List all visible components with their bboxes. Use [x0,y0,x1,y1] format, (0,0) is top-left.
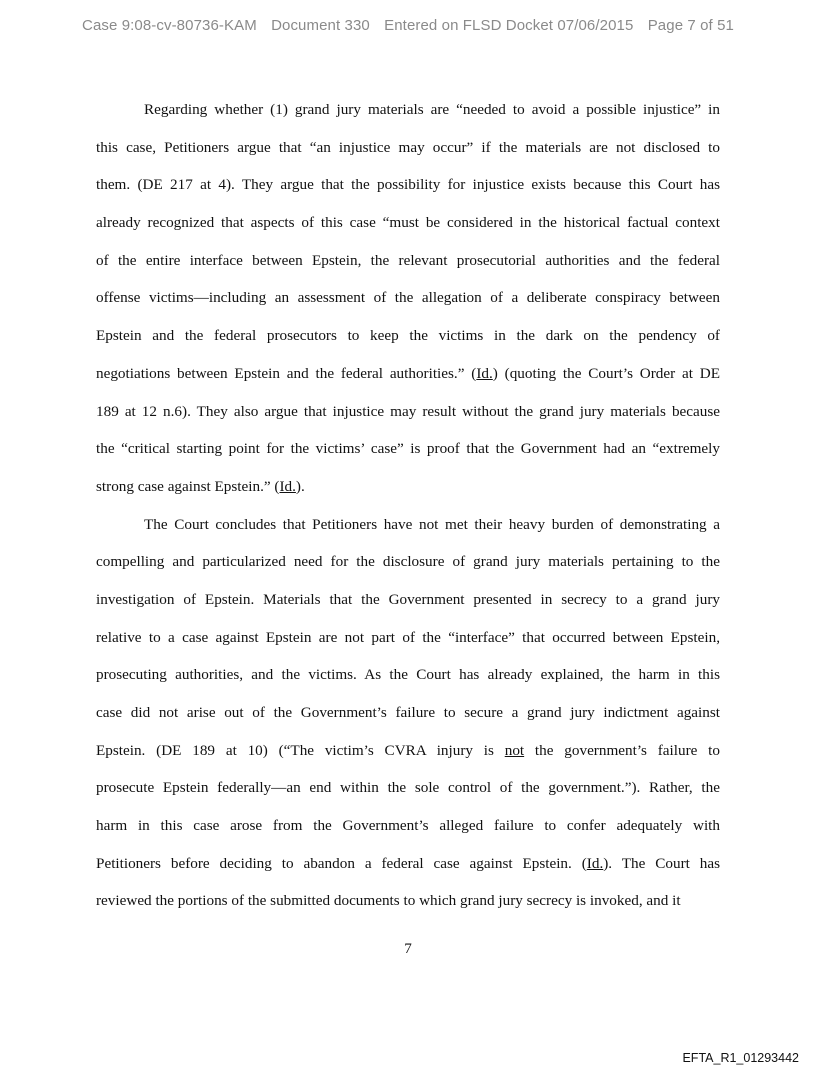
docket-header [0,17,816,34]
docket-entry: Entered on FLSD Docket 07/06/2015 [384,17,634,34]
text-segment: negotiations between Epstein and the federal authorities.” ( [96,364,477,382]
text-line: this case, Petitioners argue that “an injustice may occur” if the materials are not disclosed to [96,138,720,156]
text-line: 189 at 12 n.6). They also argue that injustice may result without the grand jury materials because [96,402,720,420]
page-indicator: Page 7 of 51 [647,17,734,34]
paragraph-2 [96,506,720,921]
paragraph-1 [96,91,720,506]
text-line [96,355,720,393]
text-line: case did not arise out of the Government’s failure to secure a grand jury indictment against [96,704,720,721]
text-segment: Petitioners before deciding to abandon a federal case against Epstein. ( [96,854,587,872]
text-line [96,468,720,506]
text-line: The Court concludes that Petitioners have not met their heavy burden of demonstrating a [144,515,720,533]
document-body [96,91,720,920]
text-line: Regarding whether (1) grand jury materials are “needed to avoid a possible injustice” in [144,101,720,118]
page-number: 7 [404,940,412,957]
text-line: prosecuting authorities, and the victims. As the Court has already explained, the harm in this [96,666,720,684]
text-line: relative to a case against Epstein are not part of the “interface” that occurred between Epstein, [96,628,720,646]
text-line [96,845,720,883]
underlined-citation: Id. [476,364,493,382]
text-line: compelling and particularized need for the disclosure of grand jury materials pertaining to the [96,553,720,571]
underlined-citation: not [504,741,525,759]
text-line: prosecute Epstein federally—an end within the sole control of the government.”). Rather, the [96,779,720,797]
text-line: reviewed the portions of the submitted documents to which grand jury secrecy is invoked, and it [96,892,681,910]
text-line: investigation of Epstein. Materials that the Government presented in secrecy to a grand jury [96,590,720,608]
text-line: the “critical starting point for the victims’ case” is proof that the Government had an “extremely [96,440,720,458]
text-line: them. (DE 217 at 4). They argue that the possibility for injustice exists because this Court has [96,176,720,194]
text-line: harm in this case arose from the Government’s alleged failure to confer adequately with [96,817,720,835]
text-segment: ). The Court has [603,854,720,872]
text-line: offense victims—including an assessment of the allegation of a deliberate conspiracy between [96,289,720,307]
document-number: Document 330 [271,17,370,34]
underlined-citation: Id. [279,477,296,495]
case-number: Case 9:08-cv-80736-KAM [82,17,257,34]
underlined-citation: Id. [586,854,604,872]
text-segment: the government’s failure to [524,741,720,759]
text-line: Epstein and the federal prosecutors to keep the victims in the dark on the pendency of [96,327,720,345]
text-line [96,732,720,770]
text-segment: strong case against Epstein.” ( [96,477,280,495]
text-line: of the entire interface between Epstein, the relevant prosecutorial authorities and the federal [96,251,720,269]
text-segment: ). [295,477,305,495]
bates-number: EFTA_R1_01293442 [682,1051,799,1065]
text-segment: ) (quoting the Court’s Order at DE [492,364,720,382]
text-line: already recognized that aspects of this case “must be considered in the historical factual context [96,214,720,232]
text-segment: Epstein. (DE 189 at 10) (“The victim’s CVRA injury is [96,741,505,759]
